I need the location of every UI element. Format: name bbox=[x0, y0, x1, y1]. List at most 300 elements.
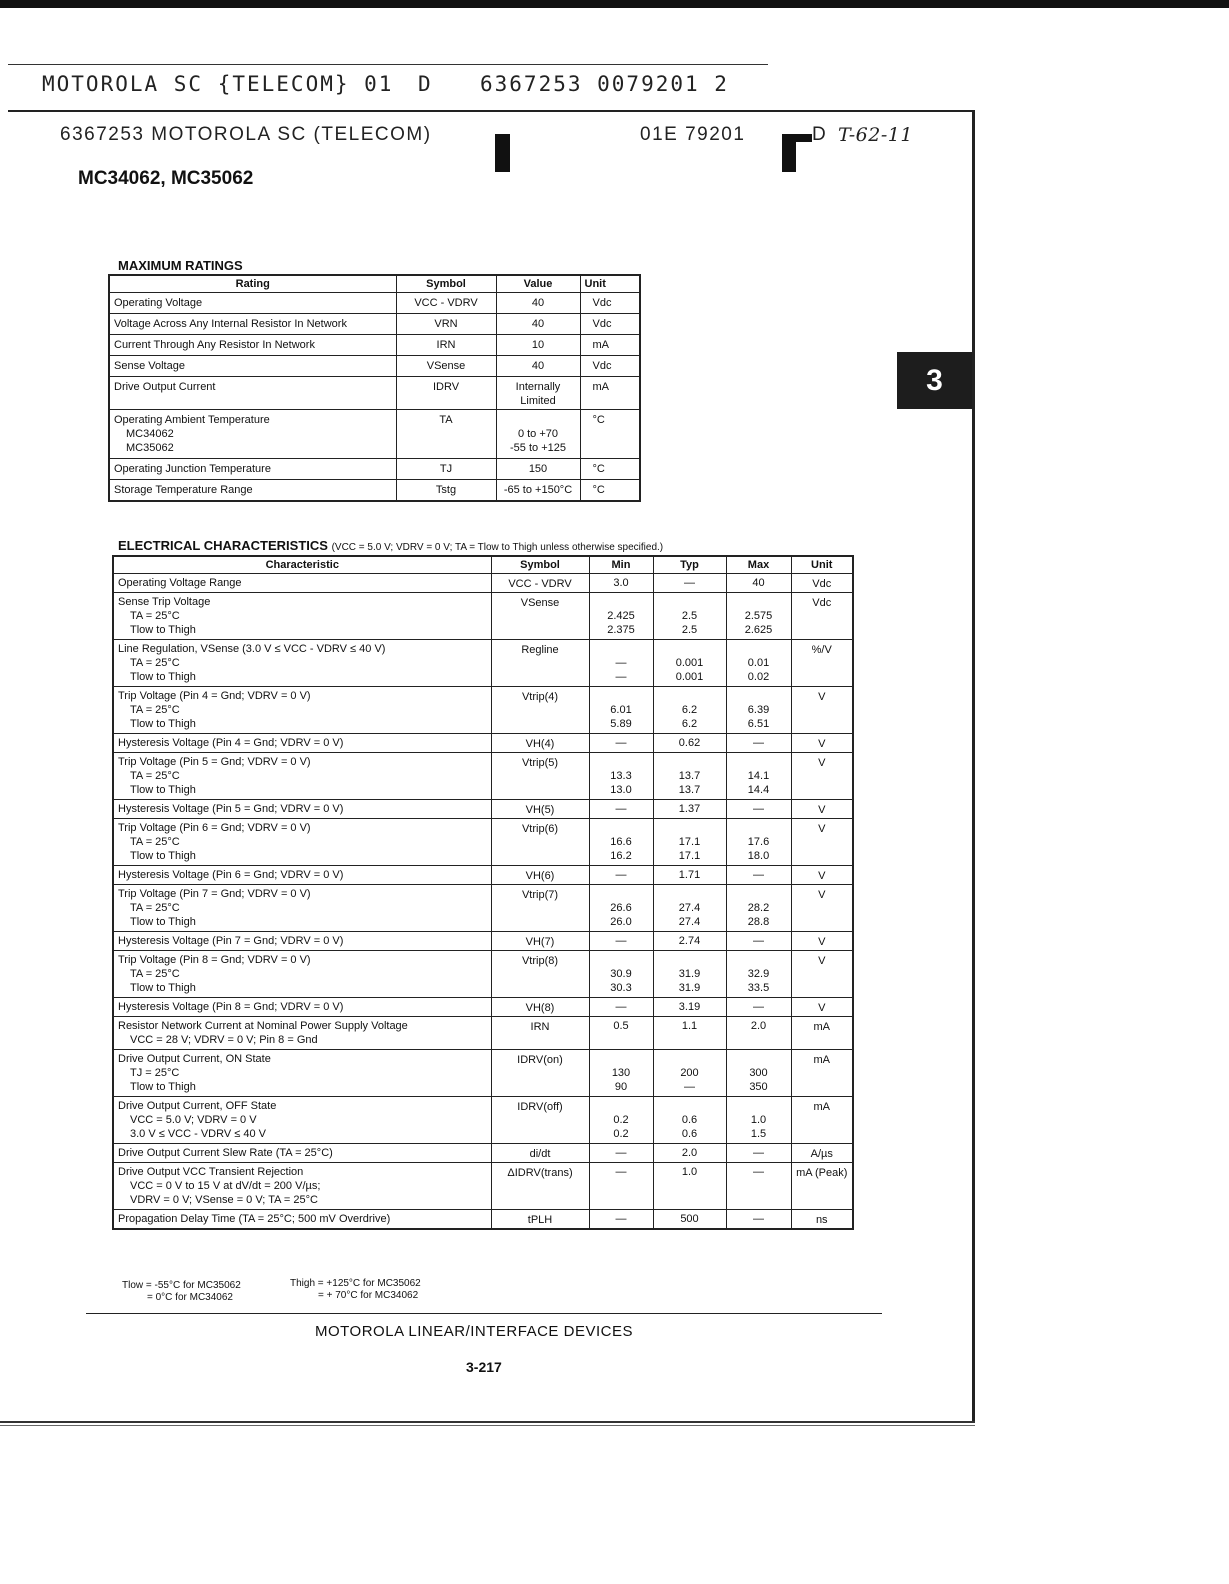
cell-line: Sense Voltage bbox=[114, 360, 185, 372]
symbol-cell: VH(6) bbox=[491, 866, 589, 885]
cell-line: 1.0 bbox=[750, 1114, 767, 1126]
cell-line: 0 to +70 bbox=[517, 428, 559, 440]
part-numbers: MC34062, MC35062 bbox=[78, 168, 254, 189]
cell-line: 33.5 bbox=[747, 982, 770, 994]
cell-line: 6.2 bbox=[681, 704, 698, 716]
elec-char-row bbox=[113, 593, 853, 640]
max-cell bbox=[726, 885, 791, 932]
cell-line: Tlow to Thigh bbox=[130, 916, 196, 928]
fax-header-rule bbox=[8, 64, 768, 65]
unit-cell: V bbox=[791, 951, 853, 998]
cell-line: 1.37 bbox=[678, 803, 701, 815]
cell-line bbox=[594, 755, 649, 769]
page-number: 3-217 bbox=[466, 1359, 502, 1375]
elec-char-title: ELECTRICAL CHARACTERISTICS bbox=[118, 538, 328, 553]
handwritten-note: T-62-11 bbox=[838, 124, 913, 146]
symbol-cell: VH(8) bbox=[491, 998, 589, 1017]
max-ratings-table bbox=[108, 274, 641, 502]
cell-line: Line Regulation, VSense (3.0 V ≤ VCC - VDRV ≤ 40 V) bbox=[118, 643, 386, 655]
cell-line: — bbox=[753, 1147, 764, 1159]
symbol-cell: Vtrip(6) bbox=[491, 819, 589, 866]
value-cell bbox=[496, 410, 580, 459]
typ-cell bbox=[653, 1210, 726, 1230]
cell-line: — bbox=[753, 1001, 764, 1013]
min-cell bbox=[589, 1163, 653, 1210]
cell-line bbox=[658, 689, 722, 703]
section-tab-badge: 3 bbox=[897, 352, 972, 409]
unit-cell: mA bbox=[791, 1050, 853, 1097]
cell-line: 0.2 bbox=[613, 1128, 629, 1140]
cell-line: TA = 25°C bbox=[130, 610, 180, 622]
value-cell bbox=[496, 356, 580, 377]
typ-cell bbox=[653, 734, 726, 753]
cell-line: 28.2 bbox=[747, 902, 770, 914]
symbol-cell: Vtrip(7) bbox=[491, 885, 589, 932]
elec-char-row bbox=[113, 640, 853, 687]
cell-line: 26.6 bbox=[610, 902, 632, 914]
elec-char-row bbox=[113, 687, 853, 734]
typ-cell bbox=[653, 819, 726, 866]
unit-cell: Vdc bbox=[580, 314, 640, 335]
characteristic-cell bbox=[113, 932, 491, 951]
max-cell bbox=[726, 734, 791, 753]
cell-line bbox=[731, 689, 787, 703]
min-cell bbox=[589, 932, 653, 951]
fax-code: D bbox=[418, 72, 433, 96]
typ-cell bbox=[653, 1097, 726, 1144]
cell-line: Trip Voltage (Pin 4 = Gnd; VDRV = 0 V) bbox=[118, 690, 311, 702]
cell-line: — bbox=[615, 803, 627, 815]
cell-line bbox=[658, 642, 722, 656]
min-cell bbox=[589, 640, 653, 687]
symbol-cell: VRN bbox=[396, 314, 496, 335]
cell-line bbox=[731, 595, 787, 609]
characteristic-cell bbox=[113, 819, 491, 866]
value-cell bbox=[496, 335, 580, 356]
cell-line: 2.0 bbox=[750, 1020, 767, 1032]
cell-line: 2.575 bbox=[744, 610, 773, 622]
col-header-unit: Unit bbox=[580, 275, 640, 293]
cell-line bbox=[658, 953, 722, 967]
cell-line: Hysteresis Voltage (Pin 5 = Gnd; VDRV = 0 V) bbox=[118, 803, 344, 815]
cell-line: 6.51 bbox=[747, 718, 770, 730]
unit-cell: V bbox=[791, 885, 853, 932]
cell-line bbox=[658, 887, 722, 901]
cell-line bbox=[594, 953, 649, 967]
cell-line: 5.89 bbox=[610, 718, 632, 730]
cell-line: MC34062 bbox=[126, 428, 174, 440]
elec-char-conditions: (VCC = 5.0 V; VDRV = 0 V; TA = Tlow to Thigh unless otherwise specified.) bbox=[331, 542, 664, 553]
cell-line bbox=[594, 1099, 649, 1113]
max-cell bbox=[726, 640, 791, 687]
col-header-value: Value bbox=[496, 275, 580, 293]
value-cell bbox=[496, 480, 580, 502]
cell-line: — bbox=[753, 1213, 764, 1225]
typ-cell bbox=[653, 1144, 726, 1163]
footnote-thigh-line2: = + 70°C for MC34062 bbox=[318, 1290, 419, 1301]
max-ratings-row bbox=[109, 335, 640, 356]
cell-line: 2.5 bbox=[681, 610, 698, 622]
cell-line: 300 bbox=[749, 1067, 768, 1079]
symbol-cell: VH(5) bbox=[491, 800, 589, 819]
max-cell bbox=[726, 1017, 791, 1050]
cell-line: — bbox=[615, 737, 627, 749]
elec-char-row bbox=[113, 932, 853, 951]
cell-line: Tlow to Thigh bbox=[130, 1081, 196, 1093]
cell-line: MC35062 bbox=[126, 442, 174, 454]
cell-line: 32.9 bbox=[747, 968, 770, 980]
col-header-min: Min bbox=[589, 556, 653, 574]
min-cell bbox=[589, 866, 653, 885]
cell-line: 6.01 bbox=[610, 704, 632, 716]
cell-line: — bbox=[753, 803, 764, 815]
max-cell bbox=[726, 932, 791, 951]
cell-line: Hysteresis Voltage (Pin 8 = Gnd; VDRV = 0 V) bbox=[118, 1001, 344, 1013]
cell-line: TA = 25°C bbox=[130, 770, 180, 782]
min-cell bbox=[589, 800, 653, 819]
page-frame-top bbox=[8, 110, 974, 112]
cell-line: — bbox=[753, 869, 764, 881]
cell-line bbox=[594, 1052, 649, 1066]
max-cell bbox=[726, 1144, 791, 1163]
cell-line: 40 bbox=[531, 318, 545, 330]
cell-line: — bbox=[753, 1166, 764, 1178]
elec-char-row bbox=[113, 885, 853, 932]
unit-cell: V bbox=[791, 753, 853, 800]
cell-line: TA = 25°C bbox=[130, 968, 180, 980]
max-ratings-header-row bbox=[109, 275, 640, 293]
typ-cell bbox=[653, 1050, 726, 1097]
cell-line: Operating Junction Temperature bbox=[114, 463, 271, 475]
typ-cell bbox=[653, 753, 726, 800]
cell-line bbox=[594, 595, 649, 609]
symbol-cell: TJ bbox=[396, 459, 496, 480]
cell-line bbox=[731, 642, 787, 656]
max-cell bbox=[726, 1210, 791, 1230]
cell-line bbox=[731, 755, 787, 769]
characteristic-cell bbox=[113, 1210, 491, 1230]
min-cell bbox=[589, 734, 653, 753]
unit-cell: V bbox=[791, 734, 853, 753]
cell-line: Current Through Any Resistor In Network bbox=[114, 339, 315, 351]
unit-cell: Vdc bbox=[580, 293, 640, 314]
cell-line: Tlow to Thigh bbox=[130, 784, 196, 796]
unit-cell: mA (Peak) bbox=[791, 1163, 853, 1210]
cell-line: TA = 25°C bbox=[130, 836, 180, 848]
cell-line: — bbox=[615, 935, 627, 947]
col-header-symbol: Symbol bbox=[396, 275, 496, 293]
cell-line bbox=[731, 821, 787, 835]
document-header bbox=[60, 124, 960, 152]
cell-line: 14.1 bbox=[747, 770, 770, 782]
typ-cell bbox=[653, 932, 726, 951]
cell-line: 17.1 bbox=[678, 850, 701, 862]
cell-line: 2.625 bbox=[744, 624, 773, 636]
characteristic-cell bbox=[113, 1050, 491, 1097]
typ-cell bbox=[653, 998, 726, 1017]
cell-line: 200 bbox=[680, 1067, 699, 1079]
cell-line: 14.4 bbox=[747, 784, 770, 796]
cell-line: Hysteresis Voltage (Pin 6 = Gnd; VDRV = 0 V) bbox=[118, 869, 344, 881]
unit-cell: V bbox=[791, 866, 853, 885]
symbol-cell: IDRV(off) bbox=[491, 1097, 589, 1144]
cell-line: 40 bbox=[531, 297, 545, 309]
min-cell bbox=[589, 1097, 653, 1144]
cell-line: 2.0 bbox=[681, 1147, 698, 1159]
cell-line: 6.39 bbox=[747, 704, 770, 716]
elec-char-row bbox=[113, 1163, 853, 1210]
min-cell bbox=[589, 1050, 653, 1097]
characteristic-cell bbox=[113, 885, 491, 932]
symbol-cell: VH(7) bbox=[491, 932, 589, 951]
cell-line: Propagation Delay Time (TA = 25°C; 500 mV Overdrive) bbox=[118, 1213, 391, 1225]
elec-char-row bbox=[113, 819, 853, 866]
characteristic-cell bbox=[113, 734, 491, 753]
cell-line: 0.001 bbox=[675, 671, 704, 683]
cell-line: 0.02 bbox=[747, 671, 770, 683]
cell-line: 130 bbox=[611, 1067, 631, 1079]
elec-char-row bbox=[113, 753, 853, 800]
scan-top-edge bbox=[0, 0, 1229, 8]
max-cell bbox=[726, 1050, 791, 1097]
cell-line: 3.0 bbox=[613, 577, 629, 589]
cell-line: 17.6 bbox=[747, 836, 770, 848]
cell-line: 26.0 bbox=[610, 916, 632, 928]
cell-line: 2.5 bbox=[681, 624, 698, 636]
elec-char-row bbox=[113, 1017, 853, 1050]
cell-line: — bbox=[615, 869, 627, 881]
cell-line: VCC = 0 V to 15 V at dV/dt = 200 V/µs; bbox=[130, 1180, 321, 1192]
col-header-max: Max bbox=[726, 556, 791, 574]
cell-line: 27.4 bbox=[678, 902, 701, 914]
cell-line: 30.9 bbox=[610, 968, 632, 980]
symbol-cell: VH(4) bbox=[491, 734, 589, 753]
min-cell bbox=[589, 951, 653, 998]
min-cell bbox=[589, 819, 653, 866]
symbol-cell: IRN bbox=[491, 1017, 589, 1050]
typ-cell bbox=[653, 640, 726, 687]
cell-line: Internally bbox=[515, 381, 561, 393]
characteristic-cell bbox=[113, 687, 491, 734]
cell-line: Hysteresis Voltage (Pin 4 = Gnd; VDRV = 0 V) bbox=[118, 737, 344, 749]
cell-line bbox=[731, 1099, 787, 1113]
typ-cell bbox=[653, 687, 726, 734]
typ-cell bbox=[653, 1017, 726, 1050]
fax-header bbox=[42, 68, 802, 102]
min-cell bbox=[589, 593, 653, 640]
cell-line: 150 bbox=[528, 463, 548, 475]
max-ratings-row bbox=[109, 377, 640, 410]
cell-line: TA = 25°C bbox=[130, 902, 180, 914]
typ-cell bbox=[653, 866, 726, 885]
elec-char-row bbox=[113, 1210, 853, 1230]
fax-sender: MOTOROLA SC {TELECOM} 01 bbox=[42, 72, 394, 96]
symbol-cell: IRN bbox=[396, 335, 496, 356]
rating-cell bbox=[109, 314, 396, 335]
doc-header-middle: 01E 79201 bbox=[640, 124, 746, 145]
cell-line bbox=[658, 595, 722, 609]
characteristic-cell bbox=[113, 951, 491, 998]
cell-line: — bbox=[615, 657, 627, 669]
cell-line: — bbox=[615, 671, 627, 683]
max-cell bbox=[726, 753, 791, 800]
symbol-cell: VSense bbox=[396, 356, 496, 377]
cell-line: Sense Trip Voltage bbox=[118, 596, 211, 608]
unit-cell: ns bbox=[791, 1210, 853, 1230]
value-cell bbox=[496, 459, 580, 480]
rating-cell bbox=[109, 293, 396, 314]
unit-cell: °C bbox=[580, 410, 640, 459]
max-ratings-row bbox=[109, 459, 640, 480]
symbol-cell: Vtrip(5) bbox=[491, 753, 589, 800]
cell-line: 0.5 bbox=[613, 1020, 629, 1032]
cell-line bbox=[658, 755, 722, 769]
cell-line: 0.6 bbox=[681, 1128, 698, 1140]
typ-cell bbox=[653, 885, 726, 932]
characteristic-cell bbox=[113, 1097, 491, 1144]
unit-cell: mA bbox=[791, 1017, 853, 1050]
cell-line: 0.62 bbox=[678, 737, 701, 749]
symbol-cell: Tstg bbox=[396, 480, 496, 502]
cell-line: Hysteresis Voltage (Pin 7 = Gnd; VDRV = 0 V) bbox=[118, 935, 344, 947]
cell-line: Operating Voltage bbox=[114, 297, 203, 309]
min-cell bbox=[589, 1210, 653, 1230]
symbol-cell: Regline bbox=[491, 640, 589, 687]
cell-line: 0.2 bbox=[613, 1114, 629, 1126]
symbol-cell: Vtrip(4) bbox=[491, 687, 589, 734]
characteristic-cell bbox=[113, 1163, 491, 1210]
characteristic-cell bbox=[113, 1144, 491, 1163]
characteristic-cell bbox=[113, 998, 491, 1017]
cell-line bbox=[658, 1052, 722, 1066]
cell-line: Tlow to Thigh bbox=[130, 850, 196, 862]
elec-char-row bbox=[113, 866, 853, 885]
footnote-tlow bbox=[122, 1280, 241, 1304]
cell-line: 1.71 bbox=[678, 869, 701, 881]
value-cell bbox=[496, 293, 580, 314]
value-cell bbox=[496, 314, 580, 335]
cell-line: TA = 25°C bbox=[130, 657, 180, 669]
footnote-thigh bbox=[290, 1278, 421, 1302]
cell-line: — bbox=[615, 1213, 627, 1225]
unit-cell: °C bbox=[580, 480, 640, 502]
cell-line: Tlow to Thigh bbox=[130, 671, 196, 683]
cell-line: VCC = 5.0 V; VDRV = 0 V bbox=[130, 1114, 257, 1126]
footer-title: MOTOROLA LINEAR/INTERFACE DEVICES bbox=[315, 1323, 633, 1340]
symbol-cell: TA bbox=[396, 410, 496, 459]
cell-line: VDRV = 0 V; VSense = 0 V; TA = 25°C bbox=[130, 1194, 318, 1206]
cell-line: 28.8 bbox=[747, 916, 770, 928]
characteristic-cell bbox=[113, 574, 491, 593]
characteristic-cell bbox=[113, 1017, 491, 1050]
unit-cell: Vdc bbox=[580, 356, 640, 377]
cell-line: — bbox=[753, 737, 764, 749]
cell-line: — bbox=[684, 1081, 695, 1093]
cell-line: 1.0 bbox=[681, 1166, 698, 1178]
max-cell bbox=[726, 819, 791, 866]
max-ratings-row bbox=[109, 410, 640, 459]
max-ratings-title: MAXIMUM RATINGS bbox=[118, 258, 243, 273]
cell-line: 2.74 bbox=[678, 935, 701, 947]
page-frame-shadow bbox=[0, 1425, 975, 1426]
unit-cell: V bbox=[791, 819, 853, 866]
elec-char-header-row bbox=[113, 556, 853, 574]
cell-line: Trip Voltage (Pin 8 = Gnd; VDRV = 0 V) bbox=[118, 954, 311, 966]
characteristic-cell bbox=[113, 640, 491, 687]
cell-line bbox=[731, 953, 787, 967]
max-cell bbox=[726, 1097, 791, 1144]
symbol-cell: di/dt bbox=[491, 1144, 589, 1163]
min-cell bbox=[589, 1017, 653, 1050]
max-ratings-row bbox=[109, 314, 640, 335]
cell-line bbox=[594, 689, 649, 703]
cell-line: 3.0 V ≤ VCC - VDRV ≤ 40 V bbox=[130, 1128, 266, 1140]
footnote-tlow-line1: Tlow = -55°C for MC35062 bbox=[122, 1280, 241, 1291]
symbol-cell: VCC - VDRV bbox=[396, 293, 496, 314]
cell-line: 31.9 bbox=[678, 968, 701, 980]
cell-line: Trip Voltage (Pin 5 = Gnd; VDRV = 0 V) bbox=[118, 756, 311, 768]
cell-line: -65 to +150°C bbox=[503, 484, 573, 496]
cell-line: Tlow to Thigh bbox=[130, 718, 196, 730]
col-header-typ: Typ bbox=[653, 556, 726, 574]
symbol-cell: Vtrip(8) bbox=[491, 951, 589, 998]
cell-line: 16.2 bbox=[610, 850, 632, 862]
typ-cell bbox=[653, 951, 726, 998]
min-cell bbox=[589, 574, 653, 593]
cell-line bbox=[594, 642, 649, 656]
cell-line: 0.6 bbox=[681, 1114, 698, 1126]
cell-line: TA = 25°C bbox=[130, 704, 180, 716]
page-frame-right bbox=[972, 110, 975, 1423]
symbol-cell: tPLH bbox=[491, 1210, 589, 1230]
cell-line: VCC = 28 V; VDRV = 0 V; Pin 8 = Gnd bbox=[130, 1034, 318, 1046]
cell-line: 2.375 bbox=[607, 624, 635, 636]
fax-doc-number: 6367253 0079201 2 bbox=[480, 72, 729, 96]
footnote-tlow-line2: = 0°C for MC34062 bbox=[147, 1292, 233, 1303]
symbol-cell: IDRV(on) bbox=[491, 1050, 589, 1097]
cell-line: 40 bbox=[531, 360, 545, 372]
cell-line: 350 bbox=[749, 1081, 768, 1093]
cell-line: 1.1 bbox=[681, 1020, 698, 1032]
elec-char-row bbox=[113, 574, 853, 593]
cell-line: 10 bbox=[531, 339, 545, 351]
rating-cell bbox=[109, 410, 396, 459]
cell-line: Drive Output Current, OFF State bbox=[118, 1100, 277, 1112]
symbol-cell: VCC - VDRV bbox=[491, 574, 589, 593]
doc-header-left: 6367253 MOTOROLA SC (TELECOM) bbox=[60, 124, 432, 145]
page-frame-bottom bbox=[0, 1421, 975, 1423]
cell-line bbox=[658, 1099, 722, 1113]
cell-line bbox=[731, 887, 787, 901]
max-cell bbox=[726, 951, 791, 998]
rating-cell bbox=[109, 459, 396, 480]
elec-char-heading bbox=[118, 538, 663, 553]
min-cell bbox=[589, 753, 653, 800]
max-cell bbox=[726, 574, 791, 593]
cell-line: 13.7 bbox=[678, 784, 701, 796]
cell-line: Resistor Network Current at Nominal Power Supply Voltage bbox=[118, 1020, 408, 1032]
cell-line: 30.3 bbox=[610, 982, 632, 994]
cell-line: Drive Output Current, ON State bbox=[118, 1053, 271, 1065]
max-cell bbox=[726, 687, 791, 734]
cell-line: — bbox=[753, 935, 764, 947]
typ-cell bbox=[653, 593, 726, 640]
cell-line bbox=[594, 821, 649, 835]
cell-line bbox=[731, 1052, 787, 1066]
cell-line: 13.0 bbox=[610, 784, 632, 796]
unit-cell: %/V bbox=[791, 640, 853, 687]
rating-cell bbox=[109, 480, 396, 502]
